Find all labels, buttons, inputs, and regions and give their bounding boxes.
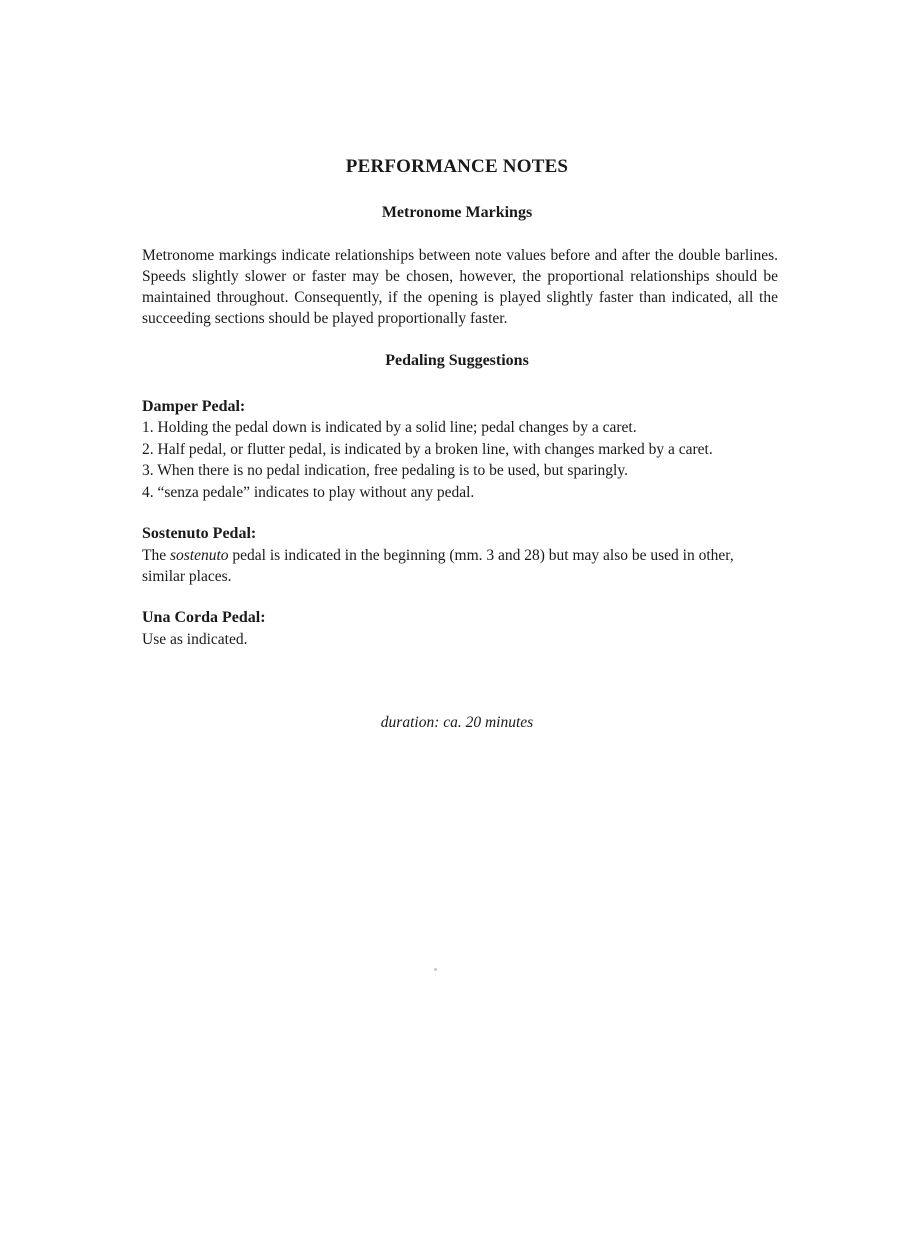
una-corda-paragraph: Use as indicated. xyxy=(142,631,248,648)
una-corda-pedal-label: Una Corda Pedal: xyxy=(142,609,266,626)
pedaling-heading: Pedaling Suggestions xyxy=(385,352,529,369)
duration-note: duration: ca. 20 minutes xyxy=(380,714,534,731)
scan-speck xyxy=(434,968,437,971)
metronome-paragraph: Metronome markings indicate relationships between note values before and after the double barlines. Speeds slightly slower or faster may be chosen, however, the proportional relationships should be maintained throughout. Consequently, if the opening is played slightly faster than indicated, all the succeeding sections should be played proportionally faster. xyxy=(142,247,778,327)
list-item: 4. “senza pedale” indicates to play without any pedal. xyxy=(142,483,475,501)
list-item: 1. Holding the pedal down is indicated by a solid line; pedal changes by a caret. xyxy=(142,419,637,436)
damper-pedal-list xyxy=(142,417,792,503)
sostenuto-pedal-label: Sostenuto Pedal: xyxy=(142,525,257,542)
page-title: PERFORMANCE NOTES xyxy=(345,156,569,177)
list-item: 3. When there is no pedal indication, free pedaling is to be used, but sparingly. xyxy=(142,462,628,479)
list-item: 2. Half pedal, or flutter pedal, is indicated by a broken line, with changes marked by a caret. xyxy=(142,440,713,458)
metronome-heading: Metronome Markings xyxy=(381,204,533,221)
damper-pedal-label: Damper Pedal: xyxy=(142,398,246,415)
sostenuto-text-before: The xyxy=(142,547,170,564)
sostenuto-paragraph xyxy=(142,545,778,587)
sostenuto-italic-term: sostenuto xyxy=(169,547,229,564)
sostenuto-text-after: pedal is indicated in the beginning (mm. 3 and 28) but may also be used in other, similar places. xyxy=(142,547,734,585)
